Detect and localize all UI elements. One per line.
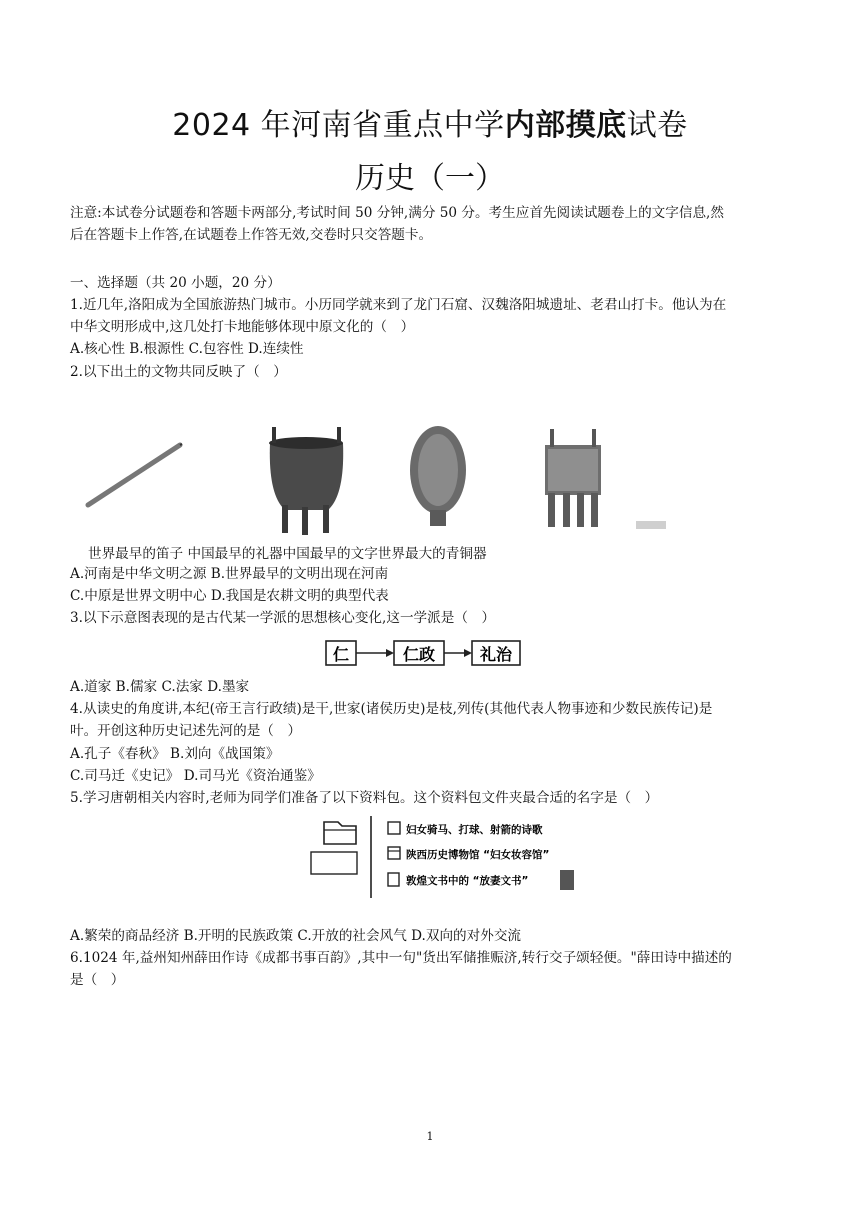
- section-title: 一、选择题（共 20 小题，20 分）: [70, 275, 281, 291]
- question-3-4: [70, 676, 796, 809]
- bone-flute-image: [88, 444, 182, 505]
- q4-line-2: 叶。开创这种历史记述先河的是（ ）: [70, 723, 302, 740]
- q4-line-1: 4.从读史的角度讲,本纪(帝王言行政绩)是干,世家(诸侯历史)是枝,列传(其他代表人物事迹和少数民族传记)是: [70, 701, 713, 718]
- q6-line-1: 6.1024 年,益州知州薛田作诗《成都书事百韵》,其中一句"货出军储推赈济,转行交子颂轻便。"薛田诗中描述的: [70, 950, 732, 967]
- q6-line-2: 是（ ）: [70, 972, 125, 989]
- q1-options: A.核心性 B.根源性 C.包容性 D.连续性: [70, 341, 304, 358]
- notice: [70, 202, 796, 246]
- svg-text:陕西历史博物馆 “妇女妆容馆”: 陕西历史博物馆 “妇女妆容馆”: [406, 849, 550, 861]
- q4-options-2: C.司马迁《史记》 D.司马光《资治通鉴》: [70, 767, 321, 784]
- q3-options: A.道家 B.儒家 C.法家 D.墨家: [70, 679, 250, 695]
- question-2-options: [70, 563, 796, 630]
- svg-text:敦煌文书中的 “放妻文书”: 敦煌文书中的 “放妻文书”: [406, 875, 529, 887]
- square-bronze-ding-image: [545, 429, 666, 529]
- svg-text:仁政: 仁政: [402, 645, 436, 664]
- flow-arrowhead-1: [386, 649, 394, 657]
- page-number: 1: [426, 1130, 434, 1143]
- q2-options-2: C.中原是世界文明中心 D.我国是农耕文明的典型代表: [70, 588, 389, 605]
- video-file-icon: [388, 847, 400, 859]
- question-5-6: [70, 925, 796, 992]
- notice-line-1: 注意:本试卷分试题卷和答题卡两部分,考试时间 50 分钟,满分 50 分。考生应首先阅读试题卷上的文字信息,然: [70, 205, 724, 221]
- q3-stem: 3.以下示意图表现的是古代某一学派的思想核心变化,这一学派是（ ）: [70, 610, 496, 627]
- flow-node-ren: [326, 641, 356, 665]
- tortoise-shell-image: [410, 426, 466, 526]
- exam-subtitle: 历史（一）: [355, 161, 505, 196]
- q2-stem: 2.以下出土的文物共同反映了（ ）: [70, 363, 287, 380]
- file-item-museum: [388, 847, 549, 861]
- file-item-poems: [388, 822, 543, 836]
- title-part3: 试卷: [626, 108, 688, 143]
- q5-options: A.繁荣的商品经济 B.开明的民族政策 C.开放的社会风气 D.双向的对外交流: [70, 928, 522, 944]
- notice-line-2: 后在答题卡上作答,在试题卷上作答无效,交卷时只交答题卡。: [70, 227, 433, 243]
- bronze-ding-tripod-image: [269, 427, 343, 535]
- artifacts-figure: [80, 415, 680, 540]
- title-part2: 内部摸底: [504, 108, 627, 143]
- q1-line-2: 中华文明形成中,这几处打卡地能够体现中原文化的（ ）: [70, 319, 415, 336]
- folder-icon: [324, 822, 356, 844]
- svg-text:礼治: 礼治: [479, 645, 513, 664]
- confucian-flow-diagram: [324, 636, 524, 672]
- svg-text:仁: 仁: [332, 645, 350, 664]
- title-part1: 2024 年河南省重点中学: [172, 108, 505, 143]
- image-file-icon: [388, 822, 400, 834]
- file-item-dunhuang: [388, 870, 574, 890]
- q2-options-1: A.河南是中华文明之源 B.世界最早的文明出现在河南: [70, 566, 389, 582]
- flow-arrowhead-2: [464, 649, 472, 657]
- flow-node-lizhi: [472, 641, 520, 665]
- folder-name-box: [311, 852, 357, 874]
- artifacts-caption: 世界最早的笛子 中国最早的礼器中国最早的文字世界最大的青铜器: [88, 546, 487, 562]
- exam-title: [0, 100, 860, 144]
- q5-stem: 5.学习唐朝相关内容时,老师为同学们准备了以下资料包。这个资料包文件夹最合适的名字是（ ）: [70, 790, 659, 807]
- q1-line-1: 1.近几年,洛阳成为全国旅游热门城市。小历同学就来到了龙门石窟、汉魏洛阳城遗址、老君山打卡。他认为在: [70, 297, 727, 313]
- resource-pack-figure: [308, 814, 583, 904]
- q4-options-1: A.孔子《春秋》 B.刘向《战国策》: [70, 745, 280, 762]
- question-1: [70, 294, 796, 383]
- document-file-icon: [388, 873, 399, 886]
- flow-node-renzheng: [394, 641, 444, 665]
- svg-text:妇女骑马、打球、射箭的诗歌: 妇女骑马、打球、射箭的诗歌: [406, 824, 543, 836]
